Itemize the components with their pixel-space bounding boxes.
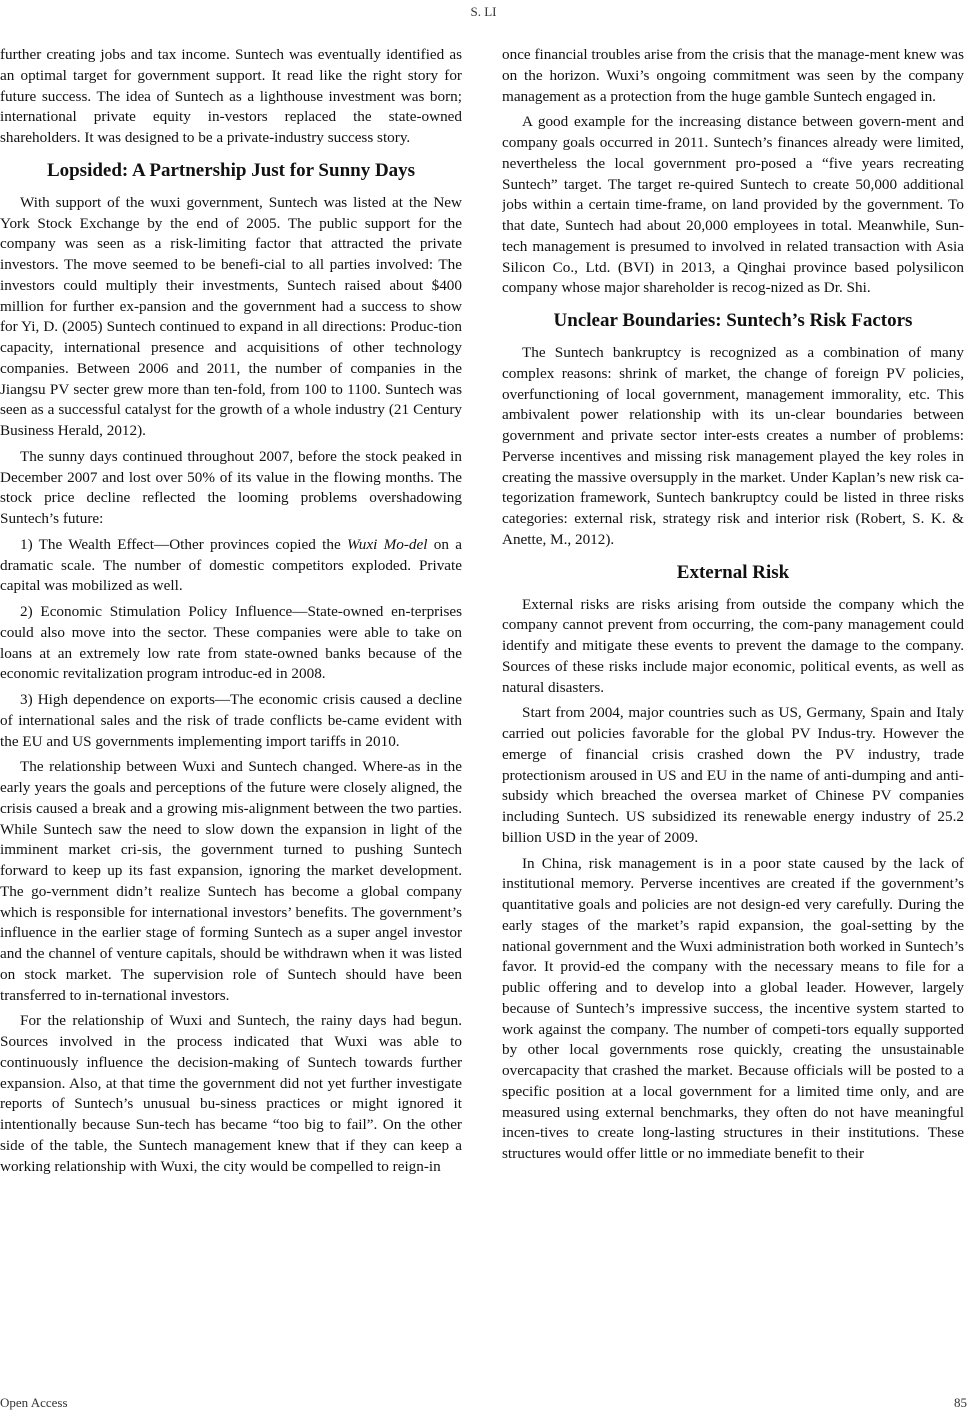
paragraph: The Suntech bankruptcy is recognized as a combination of many complex reasons: shrink of market, the change of foreign PV policies, overfunctioning of local government, management immorality, etc. This ambivalent power relationship with its un-clear boundaries between government and private sector inter-ests creates a number of problems: Perverse incentives and missing risk management played the key roles in creating the massive oversupply in the market. Under Kaplan’s new risk ca-tegorization framework, Suntech bankruptcy could be listed in three risks categories: external risk, strategy risk and interior risk (Robert, S. K. & Anette, M., 2012).	[502, 344, 964, 548]
section-heading: Lopsided: A Partnership Just for Sunny Days	[46, 159, 416, 181]
paragraph: A good example for the increasing distance between govern-ment and company goals occurred in 2011. Suntech’s finances already were limited, nevertheless the local government pro-posed a “five years recreating Suntech” target. The target re-quired Suntech to create 50,000 additional jobs within a certain time-frame, on land provided by the government. To that date, Suntech had about 20,000 employees in total. Meanwhile, Sun-tech management is presumed to involved in related transaction with Asia Silicon Co., Ltd. (BVI) in 2013, a Qinghai province based polysilicon company whose major shareholder is recog-nized as Dr. Shi.	[502, 113, 964, 297]
paragraph: Start from 2004, major countries such as US, Germany, Spain and Italy carried out policies favorable for the global PV Indus-try. However the emerge of financial crisis crashed down the PV industry, trade protectionism aroused in US and EU in the name of anti-dumping and anti-subsidy which breached the oversea market of Chinese PV companies including Suntech. US subsidized its renewable energy industry of 25.2 billion USD in the year of 2009.	[502, 704, 964, 846]
text-span: 1) The Wealth Effect—Other provinces copied the	[20, 535, 347, 553]
right-column	[502, 45, 964, 1380]
paragraph	[0, 535, 462, 597]
paragraph: In China, risk management is in a poor state caused by the lack of institutional memory. Perverse incentives are created if the government’s quantitative goals and policies are not design-ed very carefully. During the early stages of the market’s rapid expansion, the goal-setting by the national government and the Wuxi administration both worked in Suntech’s favor. It provid-ed the company with the necessary means to file for a public offering and to develop into a global leader. However, largely because of Suntech’s impressive success, the incentive system started to work against the company. The number of competi-tors equally supported by other local governments rose quickly, creating the unsustainable overcapacity that crashed the market. Because officials will be posted to a specific position at a local government for a limited time only, and are measured using external benchmarks, they often do not have meaningful incen-tives to create long-lasting structures in their institutions. These structures would offer little or no immediate benefit to their	[502, 854, 964, 1162]
paragraph: 2) Economic Stimulation Policy Influence—State-owned en-terprises could also move into the sector. These companies were able to take on loans at an extremely low rate from state-owned banks because of the economic revitalization program introduc-ed in 2008.	[0, 603, 462, 683]
text-span: on a dramatic scale. The number of domestic competitors exploded. Private capital was mobilized as well.	[0, 535, 462, 595]
paragraph: The relationship between Wuxi and Suntech changed. Where-as in the early years the goals and perceptions of the future were closely aligned, the crisis caused a break and a growing mis-alignment between the two parties. While Suntech saw the need to slow down the expansion in light of the imminent market cri-sis, the government turned to pushing Suntech forward to keep up its fast expansion, ignoring the market development. The go-vernment didn’t realize Suntech has become a global company which is responsible for international investors’ benefits. The government’s influence in the earlier stage of forming Suntech as a super angel investor and the channel of venture capitals, should be withdrawn when it was listed on stock market. The supervision role of Suntech should have been transferred to in-ternational investors.	[0, 758, 462, 1004]
paragraph: External risks are risks arising from outside the company which the company cannot prevent from occurring, the com-pany management could identify and mitigate these events to prevent the damage to the company. Sources of these risks include major economic, political events, as well as natural disasters.	[502, 595, 964, 696]
section-heading: External Risk	[676, 561, 790, 583]
left-column	[0, 45, 462, 1380]
paragraph: 3) High dependence on exports—The economic crisis caused a decline of international sales and the risk of trade conflicts be-came evident with the EU and US governments implementing import tariffs in 2010.	[0, 691, 462, 750]
paragraph: further creating jobs and tax income. Suntech was eventually identified as an optimal target for government support. It read like the right story for future success. The idea of Suntech as a lighthouse investment was born; international private equity in-vestors replaced the state-owned shareholders. It was designed to be a private-industry success story.	[0, 46, 462, 146]
running-head: S. LI	[470, 4, 497, 19]
emphasis-text: Wuxi Mo-del	[346, 535, 428, 553]
page-number: 85	[954, 1395, 967, 1410]
paragraph: For the relationship of Wuxi and Suntech, the rainy days had begun. Sources involved in the process indicated that Wuxi was able to continuously influence the decision-making of Suntech towards further expansion. Also, at that time the government did not yet further investigate reports of Suntech’s unusual bu-siness practices or might ignored it intentionally because Sun-tech has became “too big to fail”. On the other side of the table, the Suntech management knew that if they can keep a working relationship with Wuxi, the city would be compelled to reign-in	[0, 1012, 462, 1175]
footer-journal: Open Access	[0, 1395, 68, 1410]
section-heading: Unclear Boundaries: Suntech’s Risk Factors	[553, 310, 913, 331]
paragraph: The sunny days continued throughout 2007, before the stock peaked in December 2007 and lost over 50% of its value in the flowing months. The stock price decline reflected the looming problems overshadowing Suntech’s future:	[0, 447, 462, 527]
paragraph: once financial troubles arise from the crisis that the manage-ment knew was on the horizon. Wuxi’s ongoing commitment was seen by the company management as a protection from the huge gamble Suntech engaged in.	[502, 46, 964, 105]
paragraph: With support of the wuxi government, Suntech was listed at the New York Stock Exchange by the end of 2005. The public support for the company was seen as a risk-limiting factor that attracted the private investors. The move seemed to be benefi-cial to all parties involved: The investors could multiply their investments, Suntech raised about $400 million for further ex-pansion and the government had a success to show for Yi, D. (2005) Suntech continued to expand in all directions: Produc-tion capacity, international presence and acquisitions of other technology companies. Between 2006 and 2011, the number of companies in the Jiangsu PV secter grew more than ten-fold, from 100 to 1100. Suntech was seen as a successful catalyst for the growth of a whole industry (21 Century Business Herald, 2012).	[0, 193, 462, 439]
